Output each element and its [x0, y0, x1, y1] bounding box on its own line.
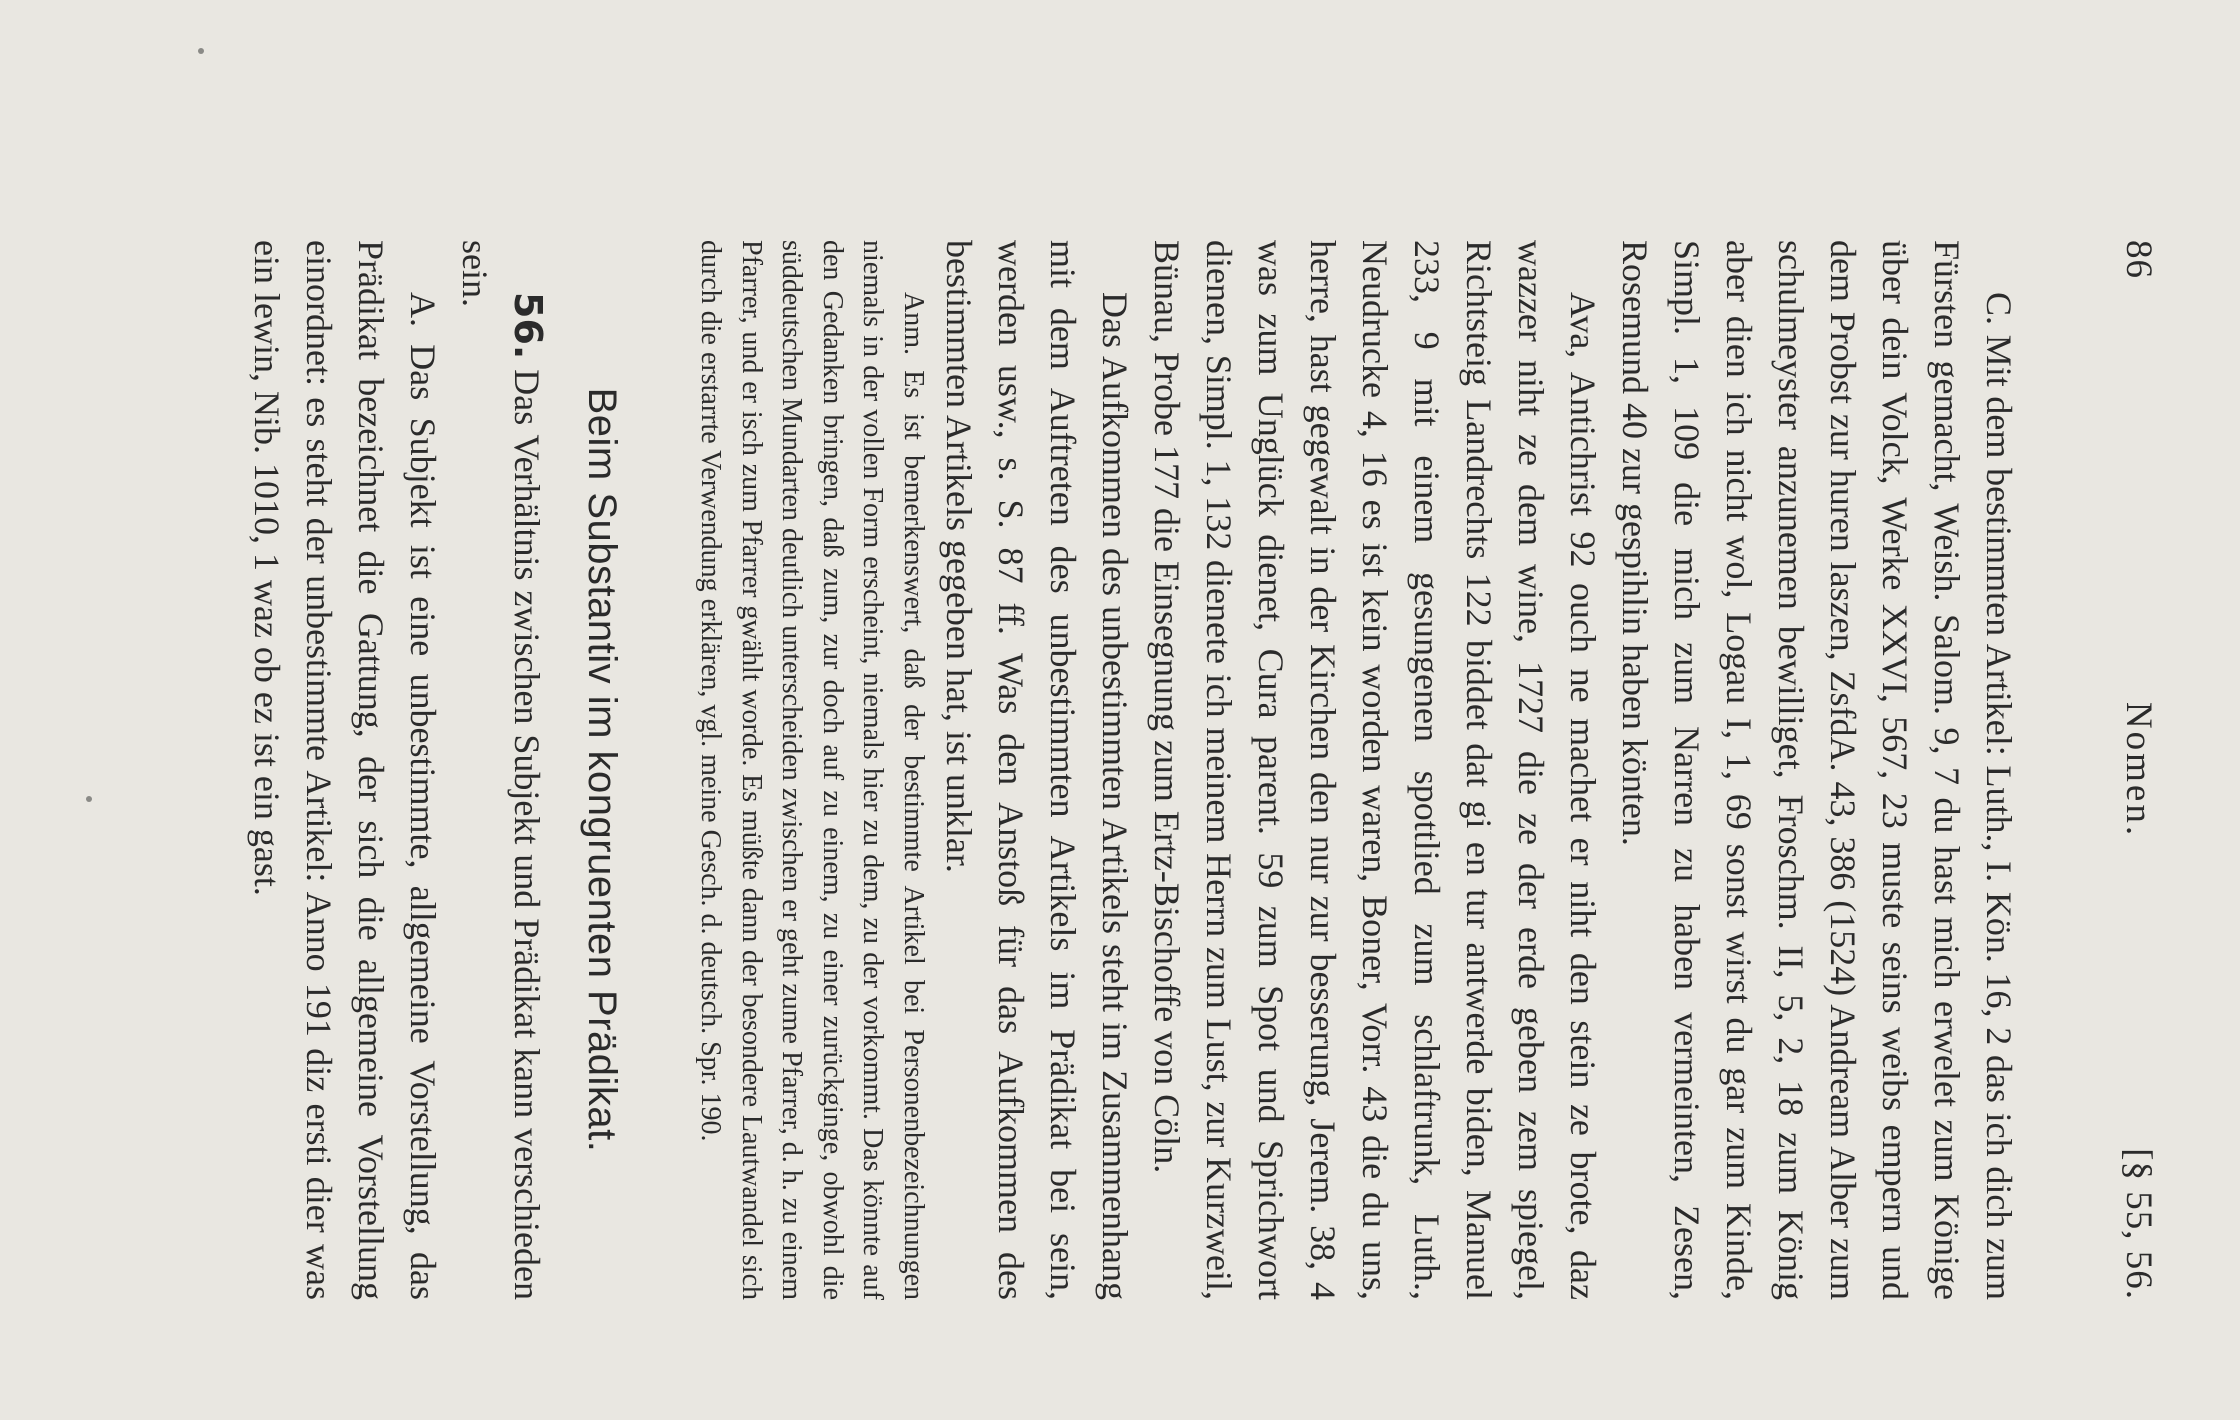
page-body — [241, 240, 2025, 1300]
paragraph-56 — [449, 240, 554, 1300]
section-reference: [§ 55, 56. — [2118, 1148, 2159, 1300]
paragraph-number: 56. — [506, 292, 550, 360]
paragraph-subject-a: A. Das Subjekt ist eine unbestimmte, allgemeine Vorstellung, das Prädikat bezeichnet die Gattung, der sich die allgemeine Vorstellung einordnet: es steht der unbestimmte Artikel: Anno 191 diz ersti dier was ein lewin, Nib. 1010, 1 waz ob ez ist ein gast. — [247, 240, 443, 1300]
paragraph-definite-article: C. Mit dem bestimmten Artikel: Luth., I. Kön. 16, 2 das ich dich zum Fürsten gemacht, Weish. Salom. 9, 7 du hast mich erwelet zum Könige über dein Volck, Werke XXVI, 567, 23 muste seins weibs empern und dem Probst zur huren laszen, ZsfdA. 43, 386 (1524) Andream Alber zum schulmeyster anzunemen bewilliget, Froschm. II, 5, 2, 18 zum König aber dien ich nicht wol, Logau I, 1, 69 sonst wirst du gar zum Kinde, Simpl. 1, 109 die mich zum Narren zu haben vermeinten, Zesen, Rosemund 40 zur gespihlin haben könten. — [1615, 240, 2019, 1300]
running-head — [2100, 240, 2160, 1300]
section-heading: Beim Substantiv im kongruenten Prädikat. — [580, 387, 624, 1153]
running-title: Nomen. — [2118, 701, 2159, 839]
page-number: 86 — [2118, 240, 2159, 279]
paragraph-56-text: Das Verhältnis zwischen Subjekt und Prädikat kann verschieden sein. — [455, 240, 547, 1301]
footnote-annotation: Anm. Es ist bemerkenswert, daß der bestimmte Artikel bei Personenbezeichnungen niemals in der vollen Form erscheint, niemals hier zu dem, zu der vorkommt. Das könnte auf den Gedanken bringen, daß zum, zur doch auf zu einem, zu einer zurückginge, obwohl die süddeutschen Mundarten deutlich unterscheiden zwischen er geht zume Pfarrer, d. h. zu einem Pfarrer, und er isch zum Pfarrer gwählt worde. Es müßte dann der besondere Lautwandel sich durch die erstarrte Verwendung erklären, vgl. meine Gesch. d. deutsch. Spr. 190. — [695, 240, 929, 1300]
paragraph-indefinite-article: Das Aufkommen des unbestimmten Artikels steht im Zusammenhang mit dem Auftreten des unbestimmten Artikels im Prädikat bei sein, werden usw., s. S. 87 ff. Was den Anstoß für das Aufkommen des bestimmten Artikels gegeben hat, ist unklar. — [939, 240, 1135, 1300]
paragraph-examples: Ava, Antichrist 92 ouch ne machet er niht den stein ze brote, daz wazzer niht ze dem wine, 1727 die ze der erde geben zem spiegel, Richtsteig Landrechts 122 biddet dat gi en tur antwerde biden, Manuel 233, 9 mit einem gesungenen spottlied zum schlaftrunk, Luth., Neudrucke 4, 16 es ist kein worden waren, Boner, Vorr. 43 die du uns, herre, hast gegewalt in der Kirchen den nur zur besserung, Jerem. 38, 4 was zum Unglück dienet, Cura parent. 59 zum Spot und Sprichwort dienen, Simpl. 1, 132 dienete ich meinem Herrn zum Lust, zur Kurzweil, Bünau, Probe 177 die Einsegnung zum Ertz-Bischoffe von Cöln. — [1147, 240, 1603, 1300]
